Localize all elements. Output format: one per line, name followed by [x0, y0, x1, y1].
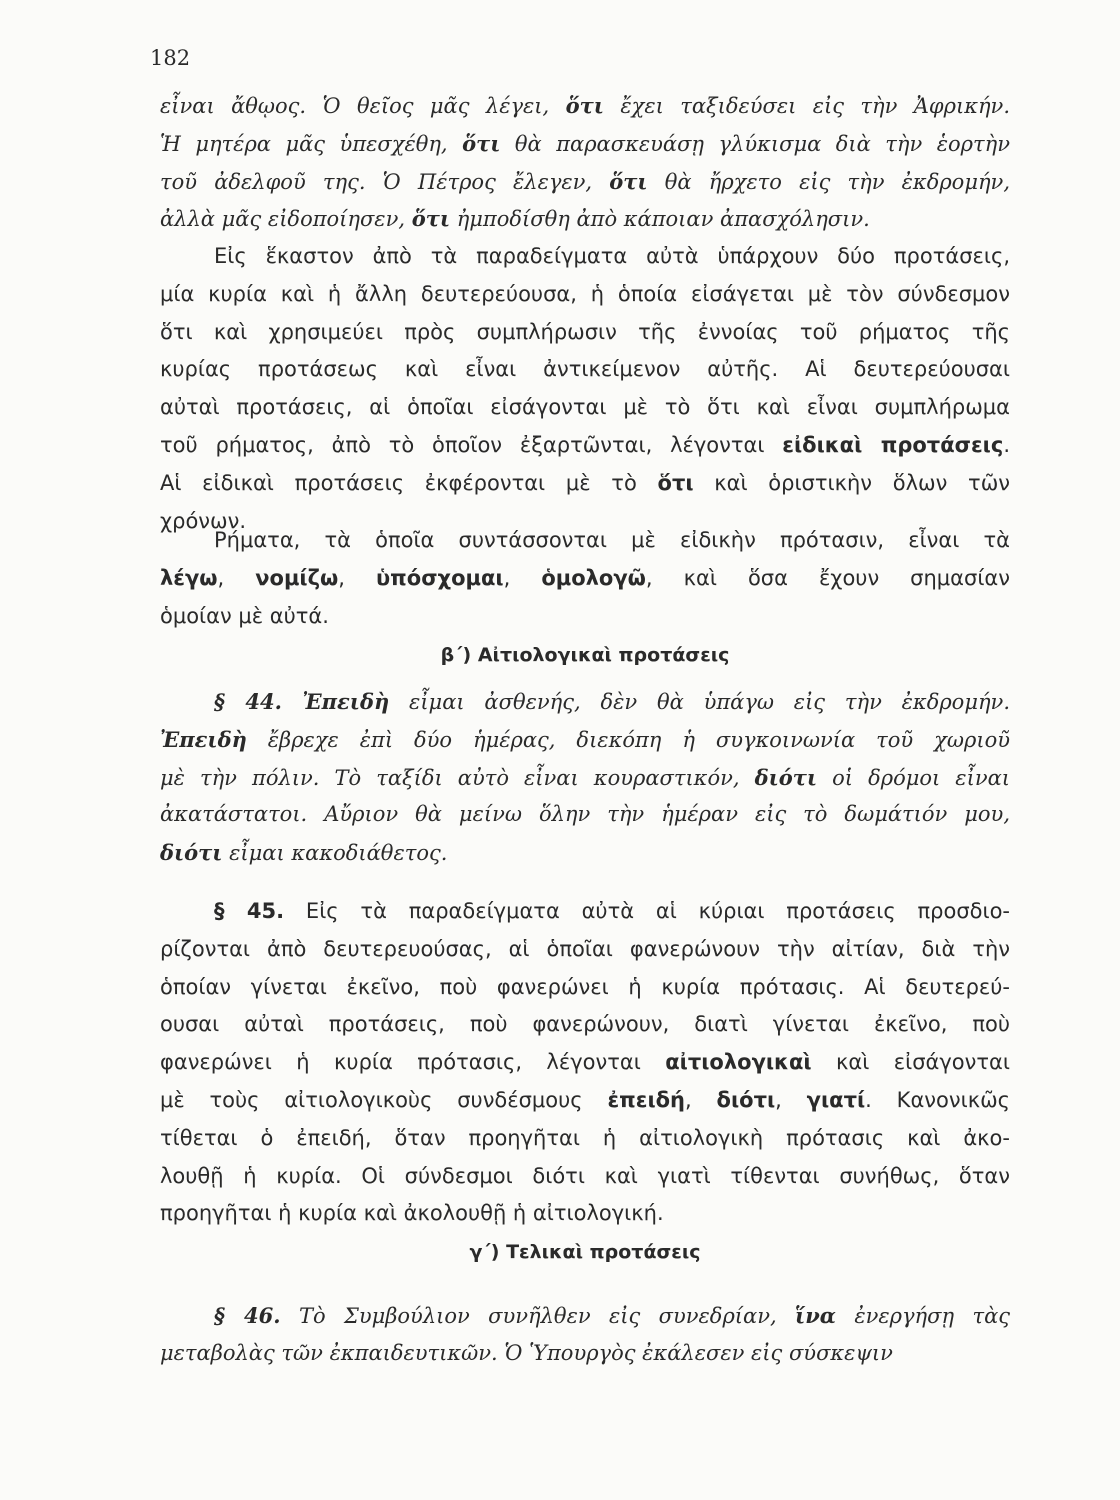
text-run: ὅτι	[411, 206, 451, 232]
text-run: διότι	[716, 1087, 776, 1112]
text-line	[160, 834, 1010, 872]
text-run: . Κανονικῶς	[865, 1087, 1010, 1112]
text-run: Αἱ εἰδικαὶ προτάσεις ἐκφέρονται μὲ τὸ	[160, 470, 658, 495]
text-run: λουθῇ ἡ κυρία. Οἱ σύνδεσμοι διότι καὶ γιατὶ τίθενται συνήθως, ὅταν	[160, 1163, 1010, 1188]
text-run: τοῦ ρήματος, ἀπὸ τὸ ὁποῖον ἐξαρτῶνται, λέγονται	[160, 432, 783, 457]
paragraph-44	[160, 683, 1010, 872]
paragraph-examples-oti	[160, 87, 1010, 238]
section-heading-telikai: γ΄) Τελικαὶ προτάσεις	[469, 1241, 701, 1263]
text-run: τοῦ ἀδελφοῦ της. Ὁ Πέτρος ἔλεγεν,	[160, 169, 610, 194]
text-run: § 45.	[214, 899, 285, 923]
text-line	[160, 200, 1010, 238]
text-run: ἔβρεχε ἐπὶ δύο ἡμέρας, διεκόπη ἡ συγκοινωνία τοῦ χωριοῦ	[246, 727, 1010, 752]
text-run: ἀλλὰ μᾶς εἰδοποίησεν,	[160, 207, 412, 232]
text-run: Τὸ Συμβούλιον συνῆλθεν εἰς συνεδρίαν,	[280, 1304, 796, 1328]
text-line	[160, 87, 1010, 125]
text-line	[160, 351, 1010, 389]
text-line	[160, 598, 1010, 636]
text-line	[160, 1006, 1010, 1044]
text-run: Εἰς ἕκαστον ἀπὸ τὰ παραδείγματα αὐτὰ ὑπάρχουν δύο προτάσεις,	[214, 244, 1010, 268]
text-line	[160, 759, 1010, 797]
text-run: ρίζονται ἀπὸ δευτερευούσας, αἱ ὁποῖαι φανερώνουν τὴν αἰτίαν, διὰ τὴν	[160, 936, 1010, 961]
text-run: ,	[217, 565, 256, 590]
text-run: ὅτι	[462, 130, 501, 156]
text-line	[160, 125, 1010, 163]
text-line	[160, 238, 1010, 276]
text-run: διότι	[160, 840, 223, 866]
text-run: ,	[685, 1087, 717, 1112]
text-run: αἰτιολογικαὶ	[665, 1050, 812, 1075]
text-run: καὶ ὁριστικὴν ὅλων τῶν	[693, 470, 1010, 495]
text-run: ἀκατάστατοι. Αὔριον θὰ μείνω ὅλην τὴν ἡμέραν εἰς τὸ δωμάτιόν μου,	[160, 802, 1010, 827]
text-run: ὅτι καὶ χρησιμεύει πρὸς συμπλήρωσιν τῆς ἐννοίας τοῦ ρήματος τῆς	[160, 319, 1010, 344]
text-line	[160, 931, 1010, 969]
text-run: ὁμοίαν μὲ αὐτά.	[160, 603, 329, 628]
text-line	[160, 1297, 1010, 1335]
text-run: § 44. Ἐπειδὴ	[214, 689, 390, 714]
text-line	[160, 427, 1010, 465]
text-run: λέγω	[160, 565, 218, 590]
text-run: ὁποίαν γίνεται ἐκεῖνο, ποὺ φανερώνει ἡ κυρία πρότασις. Αἱ δευτερεύ-	[160, 974, 1010, 999]
text-run: ,	[503, 565, 542, 590]
text-run: ,	[775, 1087, 807, 1112]
text-run: διότι	[754, 764, 818, 790]
text-run: ὅτι	[657, 470, 694, 495]
text-line	[160, 796, 1010, 834]
text-run: νομίζω	[255, 565, 339, 590]
text-run: § 46.	[214, 1303, 281, 1328]
text-run: ἐνεργήσῃ τὰς	[835, 1304, 1010, 1328]
text-line	[160, 1335, 1010, 1373]
text-run: ,	[338, 565, 376, 590]
text-line	[160, 465, 1010, 503]
text-run: μὲ τὴν πόλιν. Τὸ ταξίδι αὐτὸ εἶναι κουραστικόν,	[160, 765, 755, 790]
text-run: .	[1003, 432, 1010, 457]
text-run: τίθεται ὁ ἐπειδή, ὅταν προηγῆται ἡ αἰτιολογικὴ πρότασις καὶ ἀκο-	[160, 1125, 1010, 1150]
text-line	[160, 560, 1010, 598]
text-line	[160, 389, 1010, 427]
text-run: ἐπειδή	[607, 1087, 686, 1112]
text-line	[160, 1044, 1010, 1082]
text-run: ὑπόσχομαι	[375, 565, 504, 590]
text-run: ὁμολογῶ	[541, 565, 646, 590]
text-run: καὶ εἰσάγονται	[811, 1050, 1010, 1075]
text-line	[160, 1082, 1010, 1120]
text-line	[160, 314, 1010, 352]
section-heading-aitiologikai: β΄) Αἰτιολογικαὶ προτάσεις	[440, 644, 730, 666]
paragraph-45	[160, 893, 1010, 1233]
text-run: θὰ παρασκευάσῃ γλύκισμα διὰ τὴν ἑορτὴν	[500, 131, 1010, 156]
text-run: θὰ ἤρχετο εἰς τὴν ἐκδρομήν,	[647, 169, 1010, 194]
text-line	[160, 1158, 1010, 1196]
text-run: ἠμποδίσθη ἀπὸ κάποιαν ἀπασχόλησιν.	[450, 207, 870, 232]
text-run: ἔχει ταξιδεύσει εἰς τὴν Ἀφρικήν.	[603, 94, 1010, 118]
text-run: αὐταὶ προτάσεις, αἱ ὁποῖαι εἰσάγονται μὲ τὸ ὅτι καὶ εἶναι συμπλήρωμα	[160, 395, 1010, 420]
text-run: φανερώνει ἡ κυρία πρότασις, λέγονται	[160, 1050, 666, 1075]
text-run: χρόνων.	[160, 508, 247, 533]
text-run: εἰδικαὶ προτάσεις	[782, 432, 1004, 457]
text-line	[160, 893, 1010, 931]
text-line	[160, 1195, 1010, 1233]
text-run: Ρήματα, τὰ ὁποῖα συντάσσονται μὲ εἰδικὴν πρότασιν, εἶναι τὰ	[214, 528, 1010, 552]
text-run: Ἐπειδὴ	[160, 726, 247, 752]
paragraph-verbs	[160, 522, 1010, 635]
text-run: μία κυρία καὶ ἡ ἄλλη δευτερεύουσα, ἡ ὁποία εἰσάγεται μὲ τὸν σύνδεσμον	[160, 281, 1010, 306]
text-line	[160, 969, 1010, 1007]
text-run: ουσαι αὐταὶ προτάσεις, ποὺ φανερώνουν, διατὶ γίνεται ἐκεῖνο, ποὺ	[160, 1012, 1010, 1037]
text-run: ἵνα	[795, 1303, 836, 1328]
text-line	[160, 683, 1010, 721]
text-run: Ἡ μητέρα μᾶς ὑπεσχέθη,	[160, 131, 463, 156]
text-line	[160, 163, 1010, 201]
text-run: ὅτι	[609, 168, 648, 194]
text-run: Εἰς τὰ παραδείγματα αὐτὰ αἱ κύριαι προτάσεις προσδιο-	[284, 899, 1010, 923]
text-line	[160, 721, 1010, 759]
text-run: γιατί	[806, 1087, 866, 1112]
text-line	[160, 522, 1010, 560]
text-run: ὅτι	[565, 93, 604, 118]
page-number: 182	[150, 46, 191, 70]
text-run: οἱ δρόμοι εἶναι	[817, 765, 1010, 790]
text-run: μὲ τοὺς αἰτιολογικοὺς συνδέσμους	[160, 1087, 608, 1112]
paragraph-46	[160, 1297, 1010, 1373]
text-run: μεταβολὰς τῶν ἐκπαιδευτικῶν. Ὁ Ὑπουργὸς ἐκάλεσεν εἰς σύσκεψιν	[160, 1340, 893, 1365]
text-run: , καὶ ὅσα ἔχουν σημασίαν	[645, 565, 1010, 590]
text-run: εἶμαι κακοδιάθετος.	[222, 841, 448, 866]
text-line	[160, 1120, 1010, 1158]
text-run: εἶμαι ἀσθενής, δὲν θὰ ὑπάγω εἰς τὴν ἐκδρομήν.	[389, 690, 1010, 714]
text-run: προηγῆται ἡ κυρία καὶ ἀκολουθῇ ἡ αἰτιολογική.	[160, 1201, 664, 1226]
text-run: κυρίας προτάσεως καὶ εἶναι ἀντικείμενον αὐτῆς. Αἱ δευτερεύουσαι	[160, 357, 1010, 382]
text-line	[160, 276, 1010, 314]
paragraph-explanation-eidikai	[160, 238, 1010, 540]
text-run: εἶναι ἄθῳος. Ὁ θεῖος μᾶς λέγει,	[160, 94, 566, 118]
